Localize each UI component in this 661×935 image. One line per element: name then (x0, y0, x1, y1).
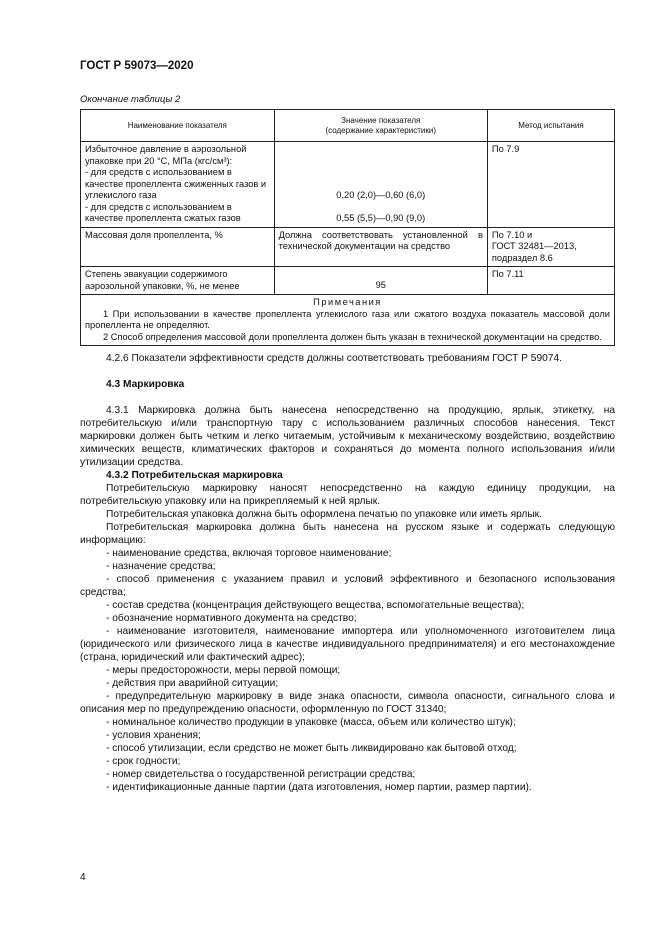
column-header-value: Значение показателя (содержание характеристики) (274, 110, 487, 142)
list-item: - идентификационные данные партии (дата изготовления, номер партии, размер партии). (106, 782, 532, 793)
paragraph-4-2-6: 4.2.6 Показатели эффективности средств должны соответствовать требованиям ГОСТ Р 59074. (106, 353, 562, 364)
note-item: 1 При использовании в качестве пропеллента углекислого газа или сжатого воздуха показатель массовой доли пропеллента не определяют. (85, 308, 610, 331)
paragraph: Потребительскую маркировку наносят непосредственно на каждую единицу продукции, на потребительскую упаковку или на прикрепляемый к ней ярлык. (80, 483, 615, 507)
section-heading-4-3: 4.3 Маркировка (106, 379, 185, 390)
list-item: - предупредительную маркировку в виде знака опасности, символа опасности, сигнального слова и описания мер по предупреждению опасности, оформленную по ГОСТ 31340; (80, 691, 615, 715)
row-propellant-name: Массовая доля пропеллента, % (81, 227, 275, 267)
list-item: - обозначение нормативного документа на средство; (106, 613, 357, 624)
row-pressure-name: Избыточное давление в аэрозольной упаковке при 20 °С, МПа (кгс/см³): - для средств с использованием в качестве пропеллента сжиженных газов и углекислого газа - для средств с использованием в качестве пропеллента сжатых газов (81, 142, 275, 228)
list-item: - наименование средства, включая торговое наименование; (106, 548, 392, 559)
table-caption: Окончание таблицы 2 (80, 94, 181, 105)
table-header-row (81, 110, 615, 142)
column-header-name: Наименование показателя (81, 110, 275, 142)
list-item: - способ утилизации, если средство не может быть ликвидировано как бытовой отход; (106, 743, 517, 754)
list-item: - действия при аварийной ситуации; (106, 678, 279, 689)
row-evacuation-name: Степень эвакуации содержимого аэрозольной упаковки, %, не менее (81, 267, 275, 295)
list-item: - номинальное количество продукции в упаковке (масса, объем или количество штук); (106, 717, 516, 728)
row-evacuation-method: По 7.11 (487, 267, 614, 295)
row-pressure-value-liquefied: 0,20 (2,0)—0,60 (6,0) (336, 190, 426, 200)
notes-title: Примечания (313, 297, 382, 307)
paragraph-4-3-1: 4.3.1 Маркировка должна быть нанесена непосредственно на продукцию, ярлык, этикетку, на потребительскую и/или транспортную тару с использованием различных способов нанесения. Текст маркировки должен быть четким и легко читаемым, устойчивым к механическому воздействию, воздействию химических веществ, климатических факторов и сохраняться до момента полного использования и/или утилизации средства. (80, 405, 615, 468)
page-number: 4 (80, 872, 86, 883)
row-pressure-method: По 7.9 (487, 142, 614, 228)
document-body (80, 352, 615, 794)
table-row (81, 142, 615, 228)
list-item: - срок годности; (106, 756, 181, 767)
indicators-table (80, 109, 615, 346)
document-number: ГОСТ Р 59073—2020 (80, 60, 194, 72)
column-header-method: Метод испытания (487, 110, 614, 142)
list-item: - номер свидетельства о государственной регистрации средства; (106, 769, 416, 780)
row-evacuation-value-cell (274, 267, 487, 295)
list-item: - условия хранения; (106, 730, 201, 741)
table-row (81, 227, 615, 267)
list-item: - состав средства (концентрация действующего вещества, вспомогательные вещества); (106, 600, 525, 611)
row-propellant-value: Должна соответствовать установленной в технической документации на средство (274, 227, 487, 267)
table-notes (81, 295, 615, 346)
list-item: - способ применения с указанием правил и условий эффективного и безопасного использования средства; (80, 574, 615, 598)
list-item: - меры предосторожности, меры первой помощи; (106, 665, 341, 676)
paragraph: Потребительская упаковка должна быть оформлена печатью по упаковке или иметь ярлык. (106, 509, 542, 520)
paragraph: Потребительская маркировка должна быть нанесена на русском языке и содержать следующую информацию: (80, 522, 615, 546)
row-evacuation-value: 95 (375, 280, 386, 290)
list-item: - назначение средства; (106, 561, 216, 572)
note-item: 2 Способ определения массовой доли пропеллента должен быть указан в технической документации на средство. (103, 331, 602, 342)
list-item: - наименование изготовителя, наименование импортера или уполномоченного изготовителем лица (юридического или физического лица в качестве индивидуального предпринимателя) и его местонахождение (страна, юридический или фактический адрес); (80, 626, 615, 663)
table-row (81, 267, 615, 295)
row-propellant-method: По 7.10 и ГОСТ 32481—2013, подраздел 8.6 (487, 227, 614, 267)
table-notes-row (81, 295, 615, 346)
section-heading-4-3-2: 4.3.2 Потребительская маркировка (106, 470, 283, 481)
row-pressure-value-cell (274, 142, 487, 228)
row-pressure-value-compressed: 0,55 (5,5)—0,90 (9,0) (336, 212, 426, 223)
